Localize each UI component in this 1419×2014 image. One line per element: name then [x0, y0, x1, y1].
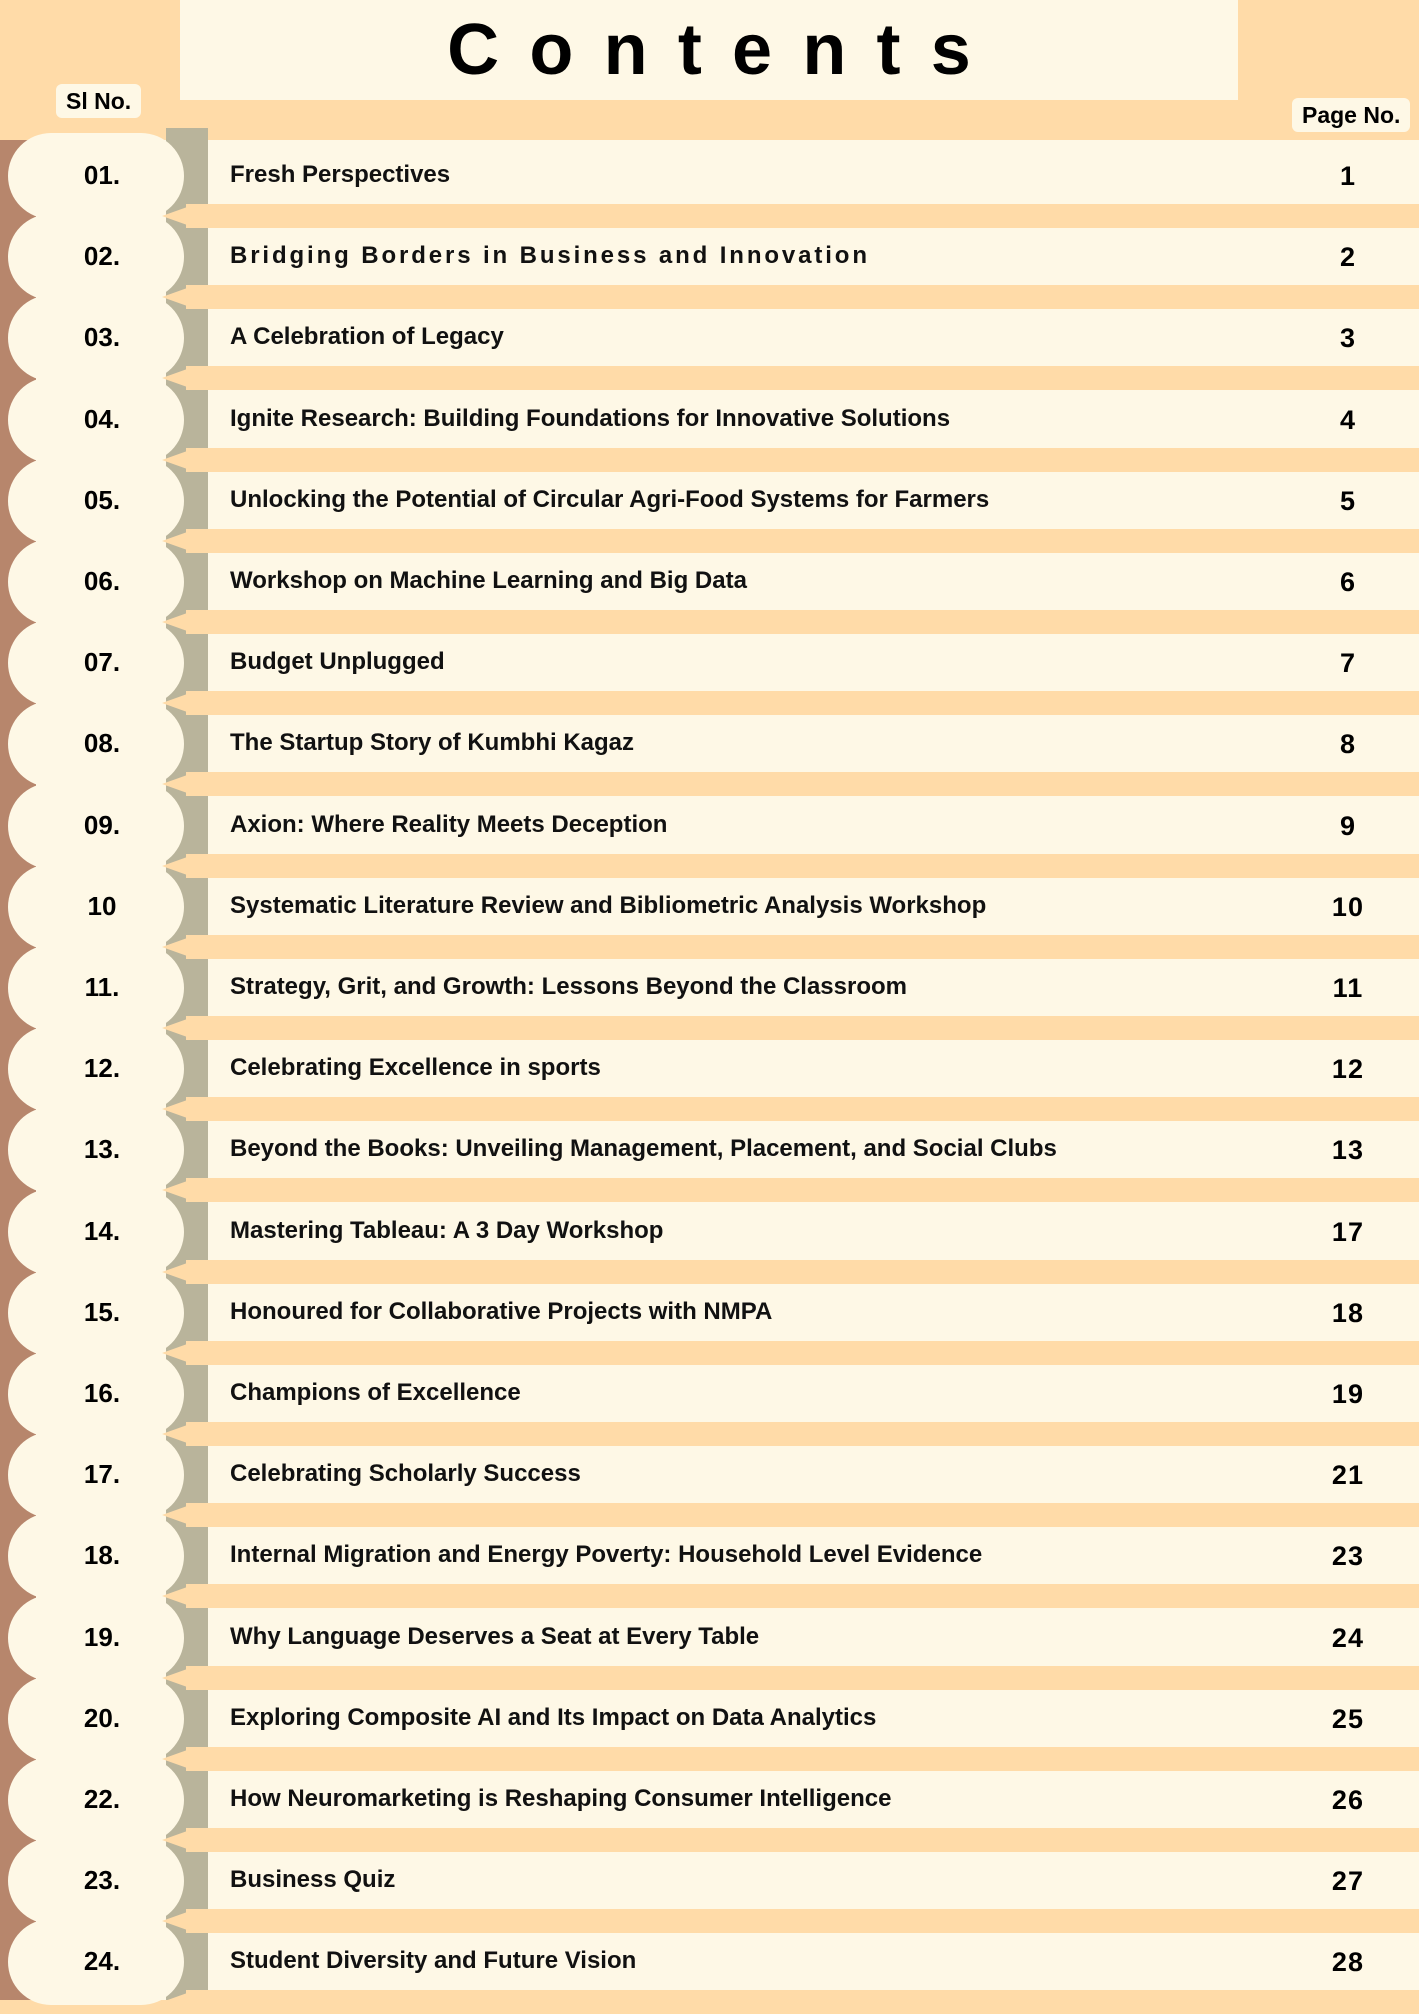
- page-no-header: Page No.: [1292, 98, 1410, 132]
- row-separator: [186, 772, 1419, 796]
- entry-title[interactable]: Celebrating Scholarly Success: [230, 1460, 581, 1488]
- row-notch: [162, 856, 190, 876]
- serial-number: 22.: [83, 1784, 121, 1814]
- serial-number: 13.: [83, 1134, 121, 1165]
- row-separator: [186, 1422, 1419, 1446]
- entry-page-number[interactable]: 19: [1331, 1379, 1365, 1409]
- entry-page-number[interactable]: 11: [1332, 973, 1364, 1003]
- row-separator: [186, 529, 1419, 553]
- entry-page-number[interactable]: 2: [1339, 242, 1357, 273]
- row-separator: [186, 1260, 1419, 1284]
- row-notch: [162, 1749, 190, 1769]
- serial-number: 15.: [83, 1296, 121, 1327]
- row-separator: [186, 285, 1419, 309]
- serial-number: 10: [87, 890, 117, 921]
- row-separator: [186, 1097, 1419, 1121]
- entry-title[interactable]: Champions of Excellence: [230, 1379, 521, 1406]
- entry-title[interactable]: Axion: Where Reality Meets Deception: [230, 810, 668, 838]
- row-notch: [162, 531, 190, 551]
- row-notch: [162, 937, 190, 957]
- row-notch: [162, 774, 190, 794]
- entry-page-number[interactable]: 24: [1331, 1622, 1365, 1653]
- entry-page-number[interactable]: 25: [1331, 1703, 1365, 1734]
- entry-page-number[interactable]: 1: [1339, 161, 1357, 191]
- serial-number: 16.: [83, 1378, 121, 1408]
- title-banner: [180, 0, 1238, 100]
- row-separator: [186, 1503, 1419, 1527]
- row-separator: [186, 366, 1419, 390]
- entry-title[interactable]: Why Language Deserves a Seat at Every Table: [230, 1622, 760, 1650]
- row-separator: [186, 1666, 1419, 1690]
- row-separator: [186, 1828, 1419, 1852]
- entry-title[interactable]: The Startup Story of Kumbhi Kagaz: [230, 729, 635, 757]
- serial-number: 23.: [83, 1865, 121, 1896]
- serial-number: 18.: [83, 1540, 121, 1571]
- entry-title[interactable]: Workshop on Machine Learning and Big Data: [230, 567, 747, 594]
- row-notch: [162, 1830, 190, 1850]
- entry-page-number[interactable]: 10: [1331, 891, 1365, 922]
- serial-number: 11.: [84, 972, 120, 1002]
- entry-page-number[interactable]: 23: [1331, 1541, 1365, 1572]
- entry-title[interactable]: Bridging Borders in Business and Innovation: [230, 242, 870, 270]
- entry-title[interactable]: Ignite Research: Building Foundations for Innovative Solutions: [230, 404, 951, 432]
- entry-title[interactable]: Unlocking the Potential of Circular Agri-Food Systems for Farmers: [230, 485, 990, 513]
- entry-page-number[interactable]: 18: [1331, 1297, 1365, 1328]
- row-separator: [186, 1178, 1419, 1202]
- row-notch: [162, 1180, 190, 1200]
- row-notch: [162, 1018, 190, 1038]
- serial-number: 08.: [83, 728, 121, 759]
- entry-title[interactable]: Student Diversity and Future Vision: [230, 1947, 637, 1975]
- row-notch: [162, 368, 190, 388]
- entry-title[interactable]: A Celebration of Legacy: [230, 323, 504, 351]
- row-notch: [162, 1668, 190, 1688]
- page-title: Contents: [447, 10, 1002, 90]
- entry-title[interactable]: Business Quiz: [230, 1866, 396, 1894]
- entry-title[interactable]: Mastering Tableau: A 3 Day Workshop: [230, 1216, 664, 1244]
- row-notch: [162, 612, 190, 632]
- row-separator: [186, 1016, 1419, 1040]
- entry-page-number[interactable]: 5: [1339, 485, 1357, 516]
- row-separator: [186, 691, 1419, 715]
- row-notch: [162, 1424, 190, 1444]
- row-separator: [186, 448, 1419, 472]
- row-separator: [186, 1990, 1419, 2014]
- entry-title[interactable]: Systematic Literature Review and Bibliometric Analysis Workshop: [230, 891, 987, 919]
- row-notch: [162, 1262, 190, 1282]
- sl-no-header: Sl No.: [56, 84, 141, 118]
- serial-number: 03.: [83, 322, 121, 353]
- serial-number: 12.: [83, 1053, 121, 1084]
- row-separator: [186, 1341, 1419, 1365]
- row-notch: [162, 1505, 190, 1525]
- row-separator: [186, 1909, 1419, 1933]
- row-separator: [186, 204, 1419, 228]
- row-notch: [162, 1911, 190, 1931]
- serial-number: 09.: [83, 809, 121, 840]
- entry-title[interactable]: Beyond the Books: Unveiling Management, Placement, and Social Clubs: [230, 1135, 1057, 1163]
- entry-page-number[interactable]: 27: [1331, 1866, 1365, 1897]
- row-notch: [162, 206, 190, 226]
- serial-number: 04.: [83, 403, 121, 434]
- entry-page-number[interactable]: 7: [1339, 648, 1357, 679]
- row-notch: [162, 693, 190, 713]
- entry-title[interactable]: How Neuromarketing is Reshaping Consumer Intelligence: [230, 1785, 892, 1812]
- row-notch: [162, 287, 190, 307]
- entry-page-number[interactable]: 13: [1331, 1135, 1365, 1166]
- serial-number: 05.: [83, 484, 121, 515]
- entry-title[interactable]: Celebrating Excellence in sports: [230, 1054, 601, 1082]
- entry-title[interactable]: Exploring Composite AI and Its Impact on Data Analytics: [230, 1703, 877, 1731]
- entry-title[interactable]: Honoured for Collaborative Projects with NMPA: [230, 1297, 773, 1325]
- entry-page-number[interactable]: 21: [1331, 1460, 1365, 1491]
- entry-page-number[interactable]: 26: [1331, 1785, 1365, 1815]
- row-separator: [186, 854, 1419, 878]
- serial-number: 02.: [83, 241, 121, 272]
- entry-page-number[interactable]: 12: [1331, 1054, 1365, 1085]
- serial-number: 17.: [83, 1459, 121, 1490]
- row-notch: [162, 450, 190, 470]
- entry-page-number[interactable]: 3: [1339, 323, 1357, 354]
- entry-title[interactable]: Budget Unplugged: [230, 648, 445, 676]
- row-notch: [162, 1992, 190, 2012]
- serial-number: 24.: [83, 1946, 121, 1977]
- entry-title[interactable]: Fresh Perspectives: [230, 161, 451, 188]
- row-separator: [186, 1747, 1419, 1771]
- entry-page-number[interactable]: 9: [1339, 810, 1357, 841]
- serial-number: 01.: [83, 160, 121, 190]
- row-notch: [162, 1343, 190, 1363]
- entry-page-number[interactable]: 4: [1339, 404, 1357, 435]
- entry-page-number[interactable]: 8: [1339, 729, 1357, 760]
- serial-number: 19.: [83, 1621, 121, 1652]
- serial-number: 20.: [83, 1702, 121, 1733]
- row-notch: [162, 1586, 190, 1606]
- entry-title[interactable]: Internal Migration and Energy Poverty: Household Level Evidence: [230, 1541, 983, 1569]
- row-separator: [186, 1584, 1419, 1608]
- entry-title[interactable]: Strategy, Grit, and Growth: Lessons Beyond the Classroom: [230, 973, 908, 1000]
- row-notch: [162, 1099, 190, 1119]
- serial-number: 14.: [83, 1215, 121, 1246]
- serial-number: 06.: [83, 566, 121, 596]
- serial-number: 07.: [83, 647, 121, 678]
- entry-page-number[interactable]: 6: [1339, 567, 1357, 597]
- row-separator: [186, 610, 1419, 634]
- row-separator: [186, 935, 1419, 959]
- entry-page-number[interactable]: 28: [1331, 1947, 1365, 1978]
- entry-page-number[interactable]: 17: [1331, 1216, 1365, 1247]
